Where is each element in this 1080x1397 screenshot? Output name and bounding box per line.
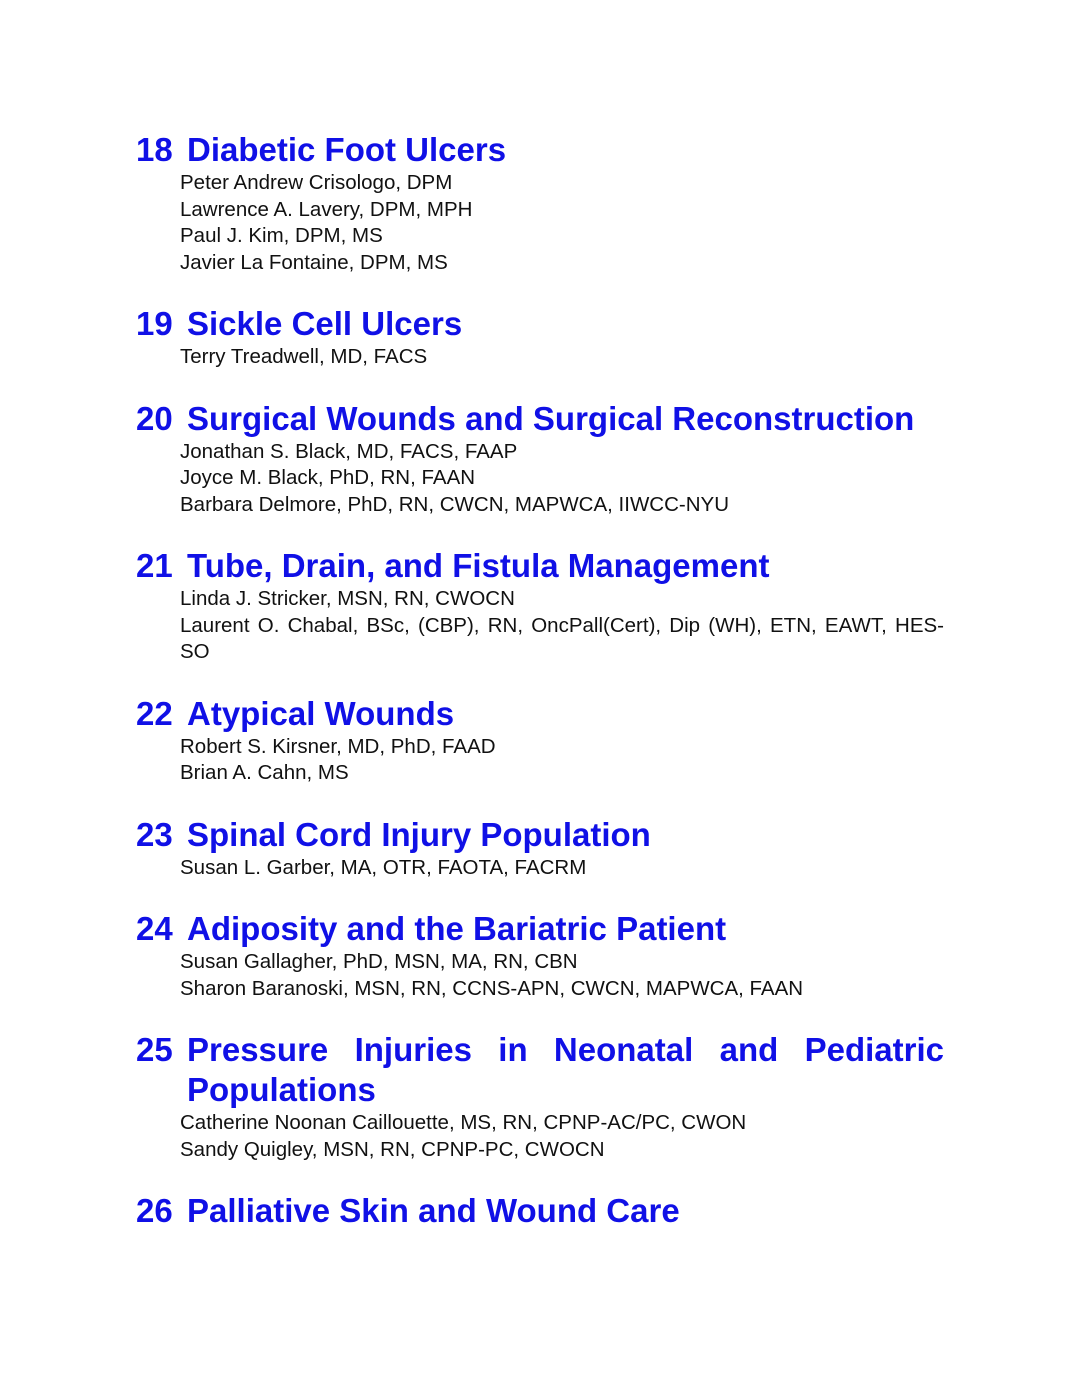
chapter-number: 19 [136, 305, 173, 342]
chapter-entry [136, 694, 944, 787]
chapter-title: Diabetic Foot Ulcers [187, 131, 507, 168]
author: Linda J. Stricker, MSN, RN, CWOCN [180, 587, 515, 610]
author-list [180, 734, 944, 787]
author-list [180, 855, 944, 882]
chapter-heading[interactable] [136, 130, 944, 170]
chapter-title: Palliative Skin and Wound Care [187, 1192, 680, 1229]
chapter-entry [136, 304, 944, 371]
author: Javier La Fontaine, DPM, MS [180, 250, 448, 274]
chapter-number: 25 [136, 1031, 173, 1068]
author: Joyce M. Black, PhD, RN, FAAN [180, 466, 476, 489]
author: Jonathan S. Black, MD, FACS, FAAP [180, 439, 518, 463]
chapter-number: 18 [136, 131, 173, 168]
author: Peter Andrew Crisologo, DPM [180, 171, 453, 194]
chapter-heading[interactable] [136, 399, 944, 439]
author-list [180, 344, 944, 371]
chapter-heading[interactable] [136, 546, 944, 586]
author: Terry Treadwell, MD, FACS [180, 345, 428, 368]
author: Susan Gallagher, PhD, MSN, MA, RN, CBN [180, 950, 578, 973]
author-list [180, 949, 944, 1002]
chapter-title: Surgical Wounds and Surgical Reconstruction [187, 399, 915, 437]
author-list [180, 586, 944, 666]
author: Laurent O. Chabal, BSc, (CBP), RN, OncPall(Cert), Dip (WH), ETN, EAWT, HES-SO [180, 613, 944, 663]
chapter-entry [136, 815, 944, 882]
chapter-entry [136, 546, 944, 666]
table-of-contents [136, 130, 944, 1259]
author: Sharon Baranoski, MSN, RN, CCNS-APN, CWCN, MAPWCA, FAAN [180, 976, 804, 1000]
author-list [180, 1110, 944, 1163]
chapter-title: Pressure Injuries in Neonatal and Pediatric Populations [187, 1031, 944, 1108]
author-list [180, 439, 944, 519]
chapter-number: 21 [136, 547, 173, 584]
chapter-number: 22 [136, 694, 173, 732]
chapter-heading[interactable] [136, 1030, 944, 1110]
author: Sandy Quigley, MSN, RN, CPNP-PC, CWOCN [180, 1137, 605, 1161]
chapter-title: Tube, Drain, and Fistula Management [187, 547, 770, 584]
chapter-entry [136, 1030, 944, 1163]
author: Catherine Noonan Caillouette, MS, RN, CPNP-AC/PC, CWON [180, 1111, 747, 1134]
chapter-title: Spinal Cord Injury Population [187, 815, 651, 853]
author-list [180, 170, 944, 276]
chapter-entry [136, 399, 944, 519]
author: Brian A. Cahn, MS [180, 761, 349, 784]
chapter-heading[interactable] [136, 815, 944, 855]
author: Paul J. Kim, DPM, MS [180, 224, 383, 247]
chapter-number: 20 [136, 399, 173, 437]
chapter-heading[interactable] [136, 694, 944, 734]
author: Susan L. Garber, MA, OTR, FAOTA, FACRM [180, 855, 587, 879]
chapter-entry [136, 1191, 944, 1231]
author: Barbara Delmore, PhD, RN, CWCN, MAPWCA, IIWCC-NYU [180, 492, 730, 516]
chapter-heading[interactable] [136, 1191, 944, 1231]
author: Lawrence A. Lavery, DPM, MPH [180, 197, 473, 221]
chapter-number: 23 [136, 815, 173, 853]
chapter-number: 26 [136, 1192, 173, 1229]
chapter-heading[interactable] [136, 909, 944, 949]
chapter-title: Atypical Wounds [187, 694, 455, 732]
chapter-title: Adiposity and the Bariatric Patient [187, 910, 727, 947]
chapter-number: 24 [136, 910, 173, 947]
chapter-entry [136, 130, 944, 276]
author: Robert S. Kirsner, MD, PhD, FAAD [180, 734, 496, 758]
chapter-entry [136, 909, 944, 1002]
chapter-heading[interactable] [136, 304, 944, 344]
chapter-title: Sickle Cell Ulcers [187, 305, 463, 342]
